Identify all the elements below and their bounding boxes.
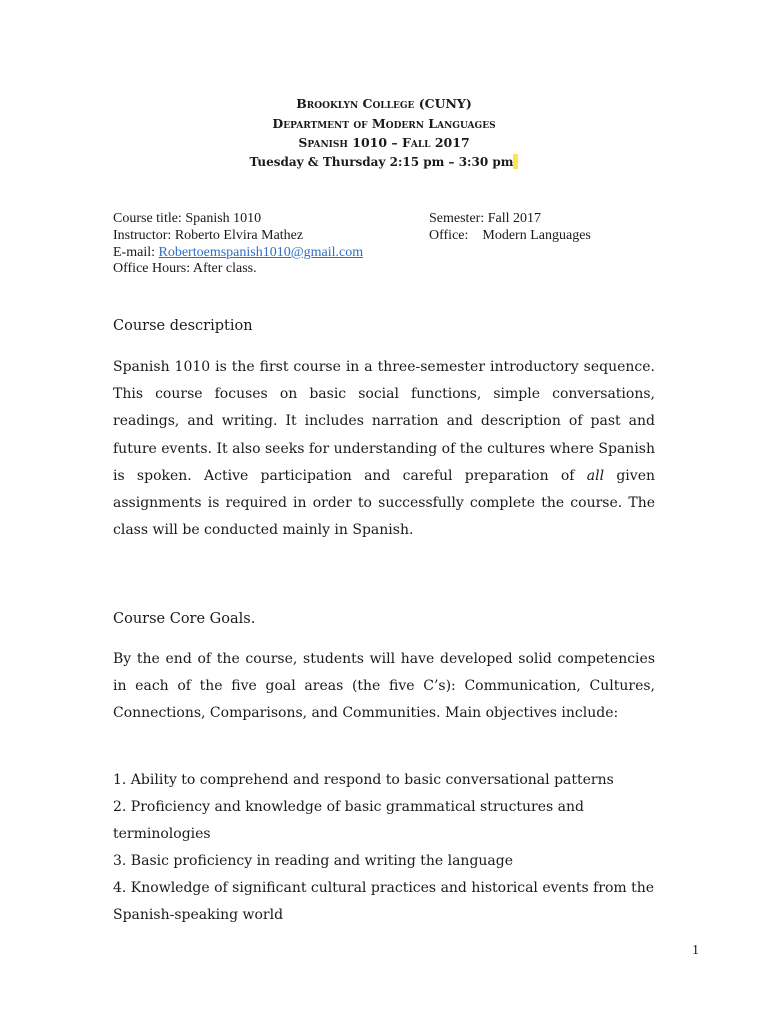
office-hours: Office Hours: After class. bbox=[113, 261, 257, 277]
course-info-left bbox=[113, 211, 363, 278]
email-label: E-mail: bbox=[113, 244, 159, 260]
department-name: Department of Modern Languages bbox=[272, 115, 496, 131]
email-link[interactable]: Robertoemspanish1010@gmail.com bbox=[158, 244, 364, 260]
description-text-before: Spanish 1010 is the first course in a three-semester introductory sequence. This course focuses on basic social functions, simple conversations, readings, and writing. It includes narration and description of past and future events. It also seeks for understanding of the cultures where Spanish is spoken. Active participation and careful preparation of bbox=[113, 359, 655, 484]
course-goals-heading: Course Core Goals. bbox=[113, 611, 256, 627]
list-item: 1. Ability to comprehend and respond to basic conversational patterns bbox=[113, 772, 614, 788]
description-text-after: given assignments is required in order to successfully complete the course. The class will be conducted mainly in Spanish. bbox=[113, 467, 655, 539]
semester: Semester: Fall 2017 bbox=[429, 211, 541, 226]
course-description-text bbox=[113, 354, 655, 544]
list-item: 3. Basic proficiency in reading and writing the language bbox=[113, 853, 514, 869]
document-header bbox=[0, 94, 768, 172]
class-schedule-text: Tuesday & Thursday 2:15 pm – 3:30 pm bbox=[249, 154, 514, 169]
course-title: Course title: Spanish 1010 bbox=[113, 211, 262, 226]
instructor: Instructor: Roberto Elvira Mathez bbox=[113, 227, 304, 243]
text-cursor-highlight bbox=[513, 154, 518, 169]
office: Office: Modern Languages bbox=[429, 227, 591, 243]
page-number: 1 bbox=[692, 943, 699, 958]
college-name: Brooklyn College (CUNY) bbox=[296, 96, 472, 111]
course-term: Spanish 1010 – Fall 2017 bbox=[298, 135, 470, 150]
objectives-list bbox=[113, 767, 655, 929]
course-description-heading: Course description bbox=[113, 318, 253, 334]
list-item: 4. Knowledge of significant cultural practices and historical events from the Spanish-speaking world bbox=[113, 880, 655, 923]
course-info-right bbox=[429, 211, 591, 245]
course-goals-text: By the end of the course, students will have developed solid competencies in each of the five goal areas (the five C’s): Communication, Cultures, Connections, Comparisons, and Communities. Main objectives include: bbox=[113, 651, 655, 722]
class-schedule bbox=[0, 153, 768, 173]
list-item: 2. Proficiency and knowledge of basic grammatical structures and terminologies bbox=[113, 799, 584, 842]
email-line bbox=[113, 245, 363, 262]
description-emphasis: all bbox=[586, 467, 605, 484]
